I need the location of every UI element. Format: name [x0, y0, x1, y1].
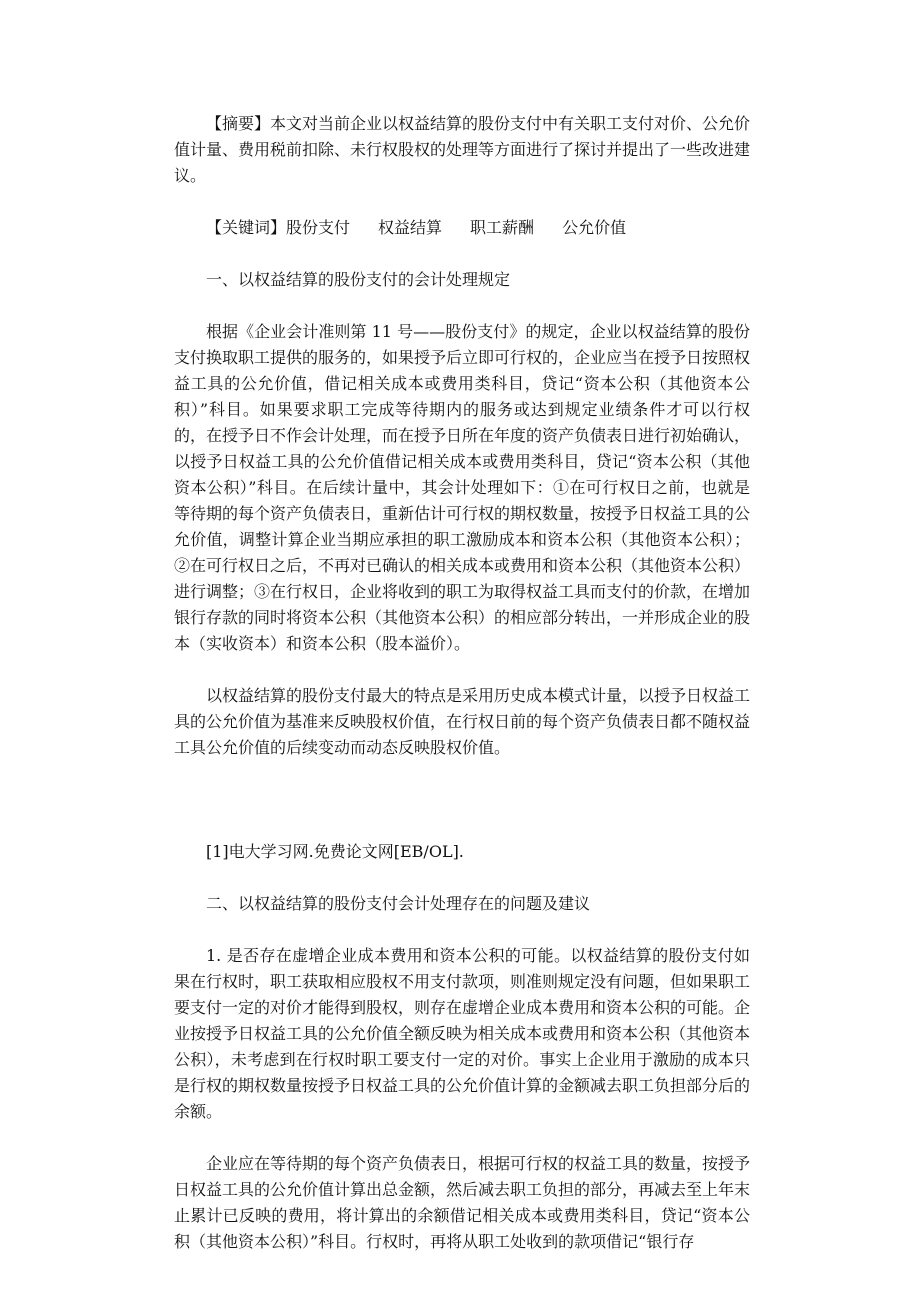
keyword-item: 职工薪酬 — [470, 218, 535, 237]
section-2-paragraph-2: 企业应在等待期的每个资产负债表日，根据可行权的权益工具的数量，按授予日权益工具的公允价值计算出总金额，然后减去职工负担的部分，再减去至上年末止累计已反映的费用，将计算出的余额借记相关成本或费用类科目，贷记“资本公积（其他资本公积）”科目。行权时，再将从职工处收到的款项借记“银行存 — [174, 1154, 751, 1251]
section-2-paragraph-1: 1. 是否存在虚增企业成本费用和资本公积的可能。以权益结算的股份支付如果在行权时，职工获取相应股权不用支付款项，则准则规定没有问题，但如果职工要支付一定的对价才能得到股权，则存在虚增企业成本费用和资本公积的可能。企业按授予日权益工具的公允价值全额反映为相关成本或费用和资本公积（其他资本公积），未考虑到在行权时职工要支付一定的对价。事实上企业用于激励的成本只是行权的期权数量按授予日权益工具的公允价值计算的金额减去职工负担部分后的余额。 — [174, 946, 751, 1121]
keywords-label: 【关键词】 — [206, 218, 287, 237]
keyword-item: 权益结算 — [378, 218, 443, 237]
spacer — [174, 917, 750, 943]
abstract-paragraph: 【摘要】本文对当前企业以权益结算的股份支付中有关职工支付对价、公允价值计量、费用税前扣除、未行权股权的处理等方面进行了探讨并提出了一些改进建议。 — [174, 114, 751, 185]
spacer — [174, 1125, 750, 1151]
reference-line: [1]电大学习网.免费论文网[EB/OL]. — [206, 842, 464, 861]
keyword-item: 公允价值 — [562, 218, 627, 237]
keyword-item: 股份支付 — [286, 218, 351, 237]
spacer — [174, 293, 750, 319]
spacer — [174, 657, 750, 683]
section-1-heading: 一、以权益结算的股份支付的会计处理规定 — [206, 270, 511, 289]
spacer — [174, 865, 750, 891]
keywords-line — [174, 215, 750, 241]
spacer — [174, 189, 750, 215]
section-1-paragraph-2: 以权益结算的股份支付最大的特点是采用历史成本模式计量，以授予日权益工具的公允价值为基准来反映股权价值，在行权日前的每个资产负债表日都不随权益工具公允价值的后续变动而动态反映股权价值。 — [174, 686, 751, 757]
document-page — [174, 111, 750, 1255]
section-1-paragraph-1: 根据《企业会计准则第 11 号——股份支付》的规定，企业以权益结算的股份支付换取职工提供的服务的，如果授予后立即可行权的，企业应当在授予日按照权益工具的公允价值，借记相关成本或费用类科目，贷记“资本公积（其他资本公积）”科目。如果要求职工完成等待期内的服务或达到规定业绩条件才可以行权的，在授予日不作会计处理，而在授予日所在年度的资产负债表日进行初始确认，以授予日权益工具的公允价值借记相关成本或费用类科目，贷记“资本公积（其他资本公积）”科目。在后续计量中，其会计处理如下：①在可行权日之前，也就是等待期的每个资产负债表日，重新估计可行权的期权数量，按授予日权益工具的公允价值，调整计算企业当期应承担的职工激励成本和资本公积（其他资本公积）；②在可行权日之后，不再对已确认的相关成本或费用和资本公积（其他资本公积）进行调整；③在行权日，企业将收到的职工为取得权益工具而支付的价款，在增加银行存款的同时将资本公积（其他资本公积）的相应部分转出，一并形成企业的股本（实收资本）和资本公积（股本溢价）。 — [174, 322, 751, 653]
spacer — [174, 241, 750, 267]
section-2-heading: 二、以权益结算的股份支付会计处理存在的问题及建议 — [206, 894, 591, 913]
spacer — [174, 761, 750, 839]
